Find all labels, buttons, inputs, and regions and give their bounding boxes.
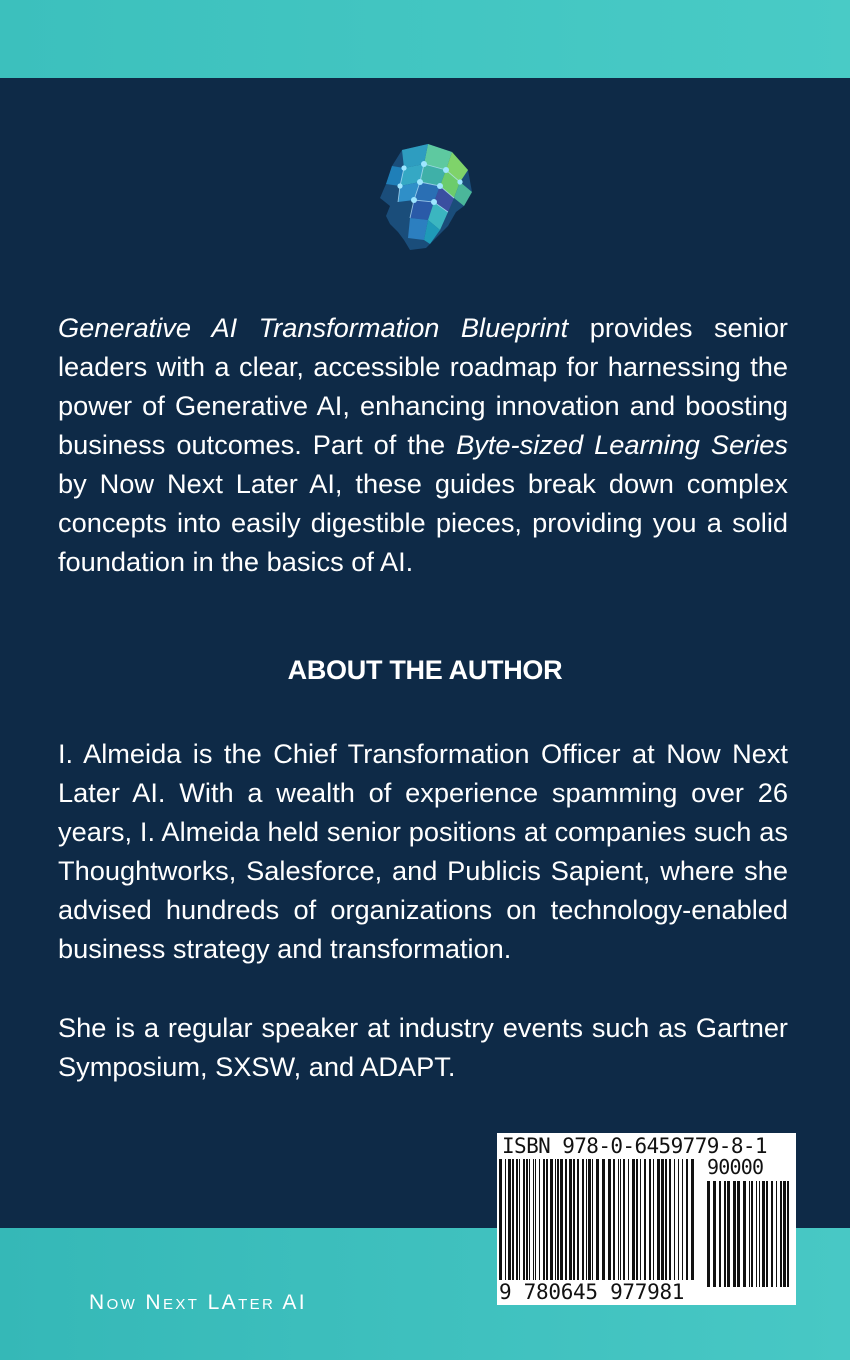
barcode-bar [533,1159,534,1287]
isbn-number: ISBN 978-0-6459779-8-1 [502,1134,767,1158]
barcode-bar [780,1181,782,1287]
barcode-bar [505,1159,506,1287]
barcode-bar [628,1159,629,1287]
barcode-bar [665,1159,667,1287]
about-author-heading: ABOUT THE AUTHOR [287,655,563,685]
ai-head-logo-icon [368,140,478,252]
barcode-bar [776,1181,777,1287]
barcode-bar [620,1159,621,1287]
barcode-bar [618,1159,619,1287]
barcode-bar [543,1159,545,1287]
barcode-bar [526,1159,528,1287]
barcode-bar [766,1181,768,1287]
barcode-bar [569,1159,572,1287]
barcode-bar [596,1159,599,1287]
series-name: Byte-sized Learning Series [456,429,788,460]
barcode-bar [674,1159,675,1287]
barcode-bar [762,1181,765,1287]
top-teal-band [0,0,850,78]
barcode-bar [724,1181,726,1287]
barcode-bar [499,1159,502,1287]
barcode-bar [577,1159,579,1287]
barcode-bar [707,1181,710,1287]
barcode-bar [669,1159,671,1287]
barcode-bar [565,1159,567,1287]
description-text-2: by Now Next Later AI, these guides break down complex concepts into easily digestible pieces, providing you a solid foundation in the basics of AI. [58,468,788,577]
ean-barcode-bars [499,1159,695,1287]
barcode-bar [516,1159,518,1287]
addon-barcode-bars [707,1181,789,1287]
barcode-bar [636,1159,638,1287]
barcode-bar [557,1159,559,1287]
barcode-bar [539,1159,540,1287]
barcode-bar [608,1159,611,1287]
barcode-bar [678,1159,679,1287]
barcode-bar [555,1159,556,1287]
barcode-bar [508,1159,511,1287]
description-text-1: provides senior leaders with a clear, accessible roadmap for harnessing the power of Generative AI, enhancing innovation and boosting business outcomes. Part of the [58,312,788,460]
barcode-bar [632,1159,635,1287]
author-bio-paragraph-2: She is a regular speaker at industry events such as Gartner Symposium, SXSW, and ADAPT. [58,1012,788,1082]
barcode-bar [787,1181,789,1287]
barcode-bar [519,1159,520,1287]
book-description [58,308,788,581]
barcode-bar [588,1159,591,1287]
author-bio-paragraph-1: I. Almeida is the Chief Transformation Officer at Now Next Later AI. With a wealth of experience spamming over 26 years, I. Almeida held senior positions at companies such as Thoughtworks, Salesforce, and Publicis Sapient, where she advised hundreds of organizations on technology-enabled business strategy and transformation. [58,738,788,964]
barcode-bar [582,1159,584,1287]
barcode-bar [783,1181,786,1287]
barcode-bar [623,1159,625,1287]
barcode-bar [613,1159,615,1287]
barcode-bar [523,1159,525,1287]
barcode-bar [691,1159,694,1287]
barcode-bar [653,1159,654,1287]
barcode-bar [756,1181,757,1287]
barcode-bar [737,1181,740,1287]
ean-digits: 9 780645 977981 [499,1280,699,1304]
barcode-bar [573,1159,575,1287]
barcode-bar [713,1181,716,1287]
price-code: 90000 [707,1155,764,1179]
barcode-bar [751,1181,753,1287]
barcode-bar [661,1159,664,1287]
barcode-bar [644,1159,646,1287]
barcode-bar [550,1159,553,1287]
barcode-bar [535,1159,536,1287]
book-title: Generative AI Transformation Blueprint [58,312,569,343]
barcode-bar [727,1181,730,1287]
barcode-bar [602,1159,605,1287]
barcode-bar [759,1181,760,1287]
barcode-bar [733,1181,736,1287]
barcode-bar [592,1159,593,1287]
barcode-bar [682,1159,683,1287]
barcode-bar [529,1159,530,1287]
barcode-bar [512,1159,514,1287]
barcode-bar [719,1181,721,1287]
barcode-bar [743,1181,746,1287]
barcode-bar [640,1159,641,1287]
publisher-name: Now Next LAter AI [89,1291,308,1314]
barcode-bar [586,1159,587,1287]
barcode-bar [560,1159,563,1287]
barcode-bar [649,1159,651,1287]
barcode-bar [546,1159,548,1287]
barcode-bar [771,1181,773,1287]
barcode-bar [686,1159,688,1287]
barcode-bar [749,1181,750,1287]
isbn-barcode [497,1133,796,1305]
barcode-bar [657,1159,660,1287]
